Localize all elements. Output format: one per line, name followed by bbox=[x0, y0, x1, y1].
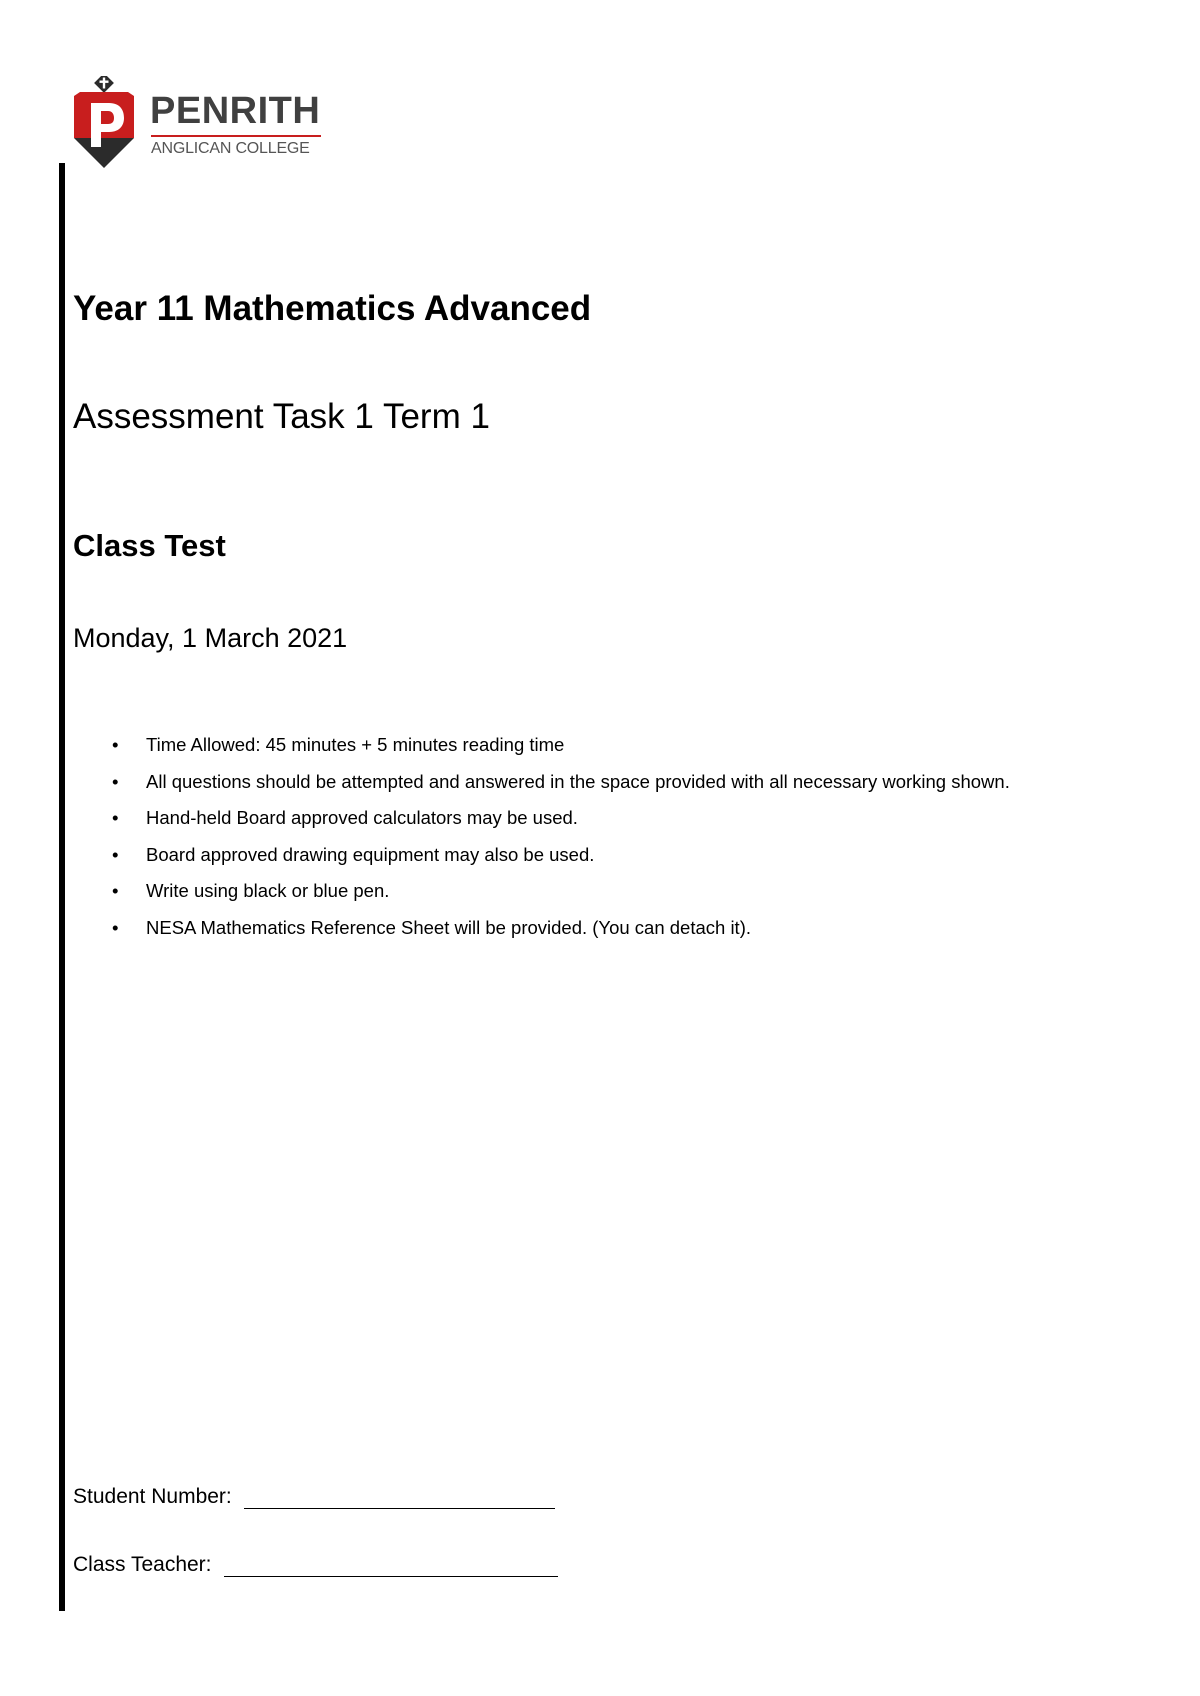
class-teacher-field bbox=[73, 1552, 558, 1577]
instruction-text: Time Allowed: 45 minutes + 5 minutes reading time bbox=[146, 734, 565, 755]
instruction-text: All questions should be attempted and answered in the space provided with all necessary working shown. bbox=[146, 770, 1010, 792]
class-teacher-blank[interactable] bbox=[224, 1554, 558, 1577]
college-logo bbox=[70, 76, 330, 176]
bullet-icon: • bbox=[112, 916, 119, 938]
college-crest-icon bbox=[70, 76, 136, 174]
student-number-blank[interactable] bbox=[244, 1486, 555, 1509]
assessment-subtitle: Assessment Task 1 Term 1 bbox=[73, 397, 490, 436]
test-type-heading: Class Test bbox=[73, 528, 226, 563]
bullet-icon: • bbox=[112, 843, 119, 865]
exam-date: Monday, 1 March 2021 bbox=[73, 623, 348, 653]
bullet-icon: • bbox=[112, 770, 119, 792]
list-item bbox=[112, 770, 1010, 807]
logo-divider bbox=[151, 135, 321, 137]
list-item bbox=[112, 843, 1010, 880]
left-margin-bar bbox=[59, 163, 65, 1611]
bullet-icon: • bbox=[112, 807, 119, 828]
list-item bbox=[112, 806, 1010, 843]
college-subtitle: ANGLICAN COLLEGE bbox=[151, 140, 310, 157]
instruction-text: Board approved drawing equipment may also be used. bbox=[146, 843, 595, 865]
instruction-text: NESA Mathematics Reference Sheet will be provided. (You can detach it). bbox=[146, 916, 751, 938]
instructions-list bbox=[112, 733, 1010, 952]
list-item bbox=[112, 879, 1010, 916]
page-title: Year 11 Mathematics Advanced bbox=[73, 289, 592, 328]
list-item bbox=[112, 916, 1010, 953]
student-number-label: Student Number: bbox=[73, 1485, 232, 1508]
college-name: PENRITH bbox=[150, 90, 321, 132]
instruction-text: Hand-held Board approved calculators may be used. bbox=[146, 807, 578, 828]
bullet-icon: • bbox=[112, 734, 119, 755]
instruction-text: Write using black or blue pen. bbox=[146, 880, 390, 901]
bullet-icon: • bbox=[112, 880, 119, 901]
list-item bbox=[112, 733, 1010, 770]
class-teacher-label: Class Teacher: bbox=[73, 1553, 212, 1576]
student-number-field bbox=[73, 1484, 555, 1509]
